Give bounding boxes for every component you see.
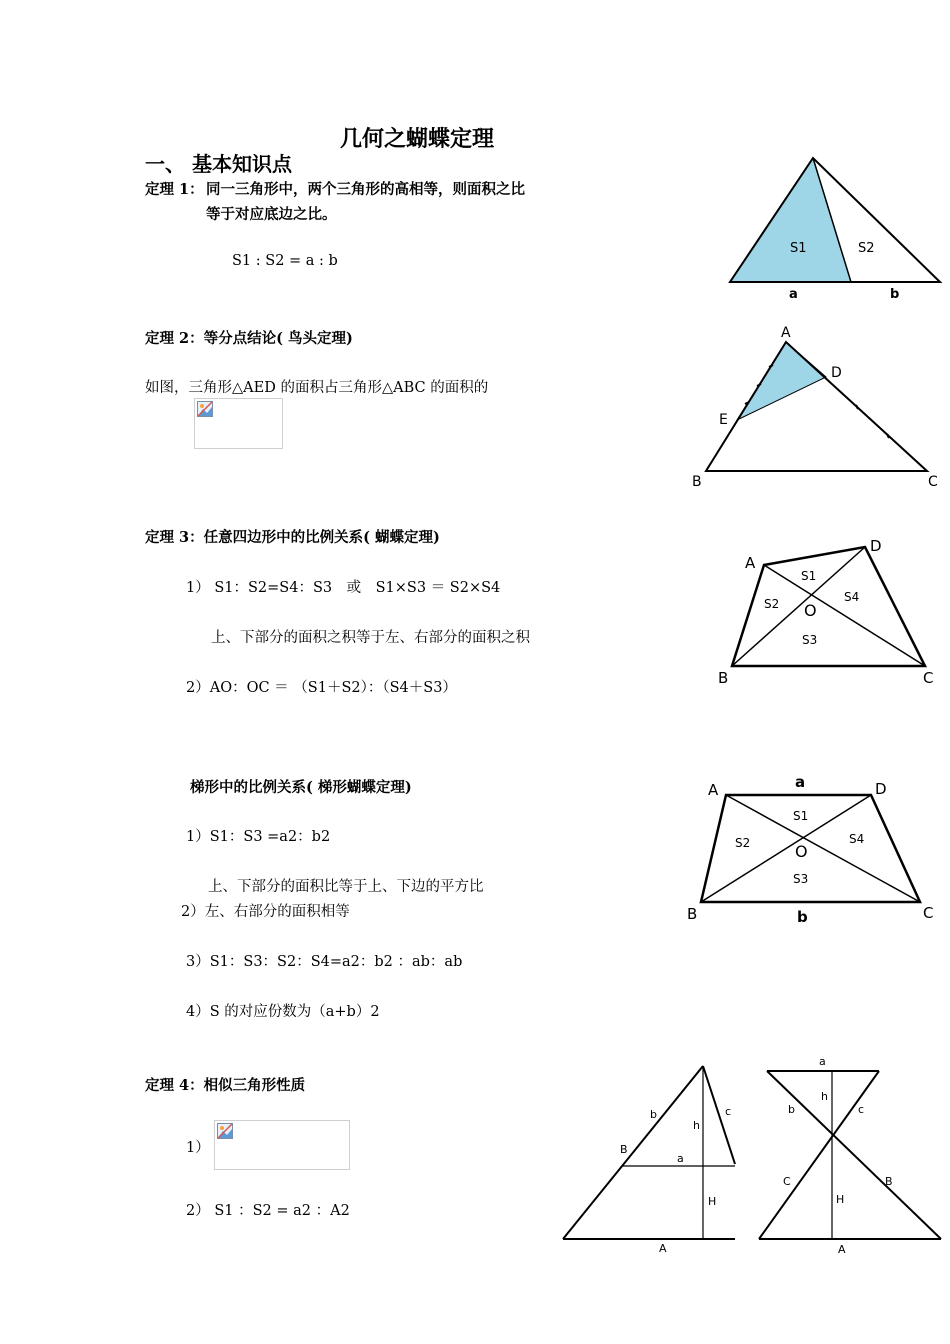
label-c: c xyxy=(725,1105,732,1118)
aed-region xyxy=(737,342,826,420)
page-title: 几何之蝴蝶定理 xyxy=(340,126,495,152)
trapezoid-heading: 梯形中的比例关系( 梯形蝴蝶定理) xyxy=(190,779,412,796)
s4-label: S4 xyxy=(849,832,865,846)
label-a: a xyxy=(677,1152,684,1165)
broken-image xyxy=(214,1120,350,1170)
label-c: c xyxy=(858,1103,865,1116)
trapezoid-item1: 1）S1：S3 =a2：b2 xyxy=(186,829,331,845)
diagonal-ac xyxy=(726,795,920,902)
vertex-a: A xyxy=(745,554,756,572)
trapezoid-item1-note: 上、下部分的面积比等于上、下边的平方比 xyxy=(208,879,484,895)
vertex-a: A xyxy=(708,781,719,799)
s3-label: S3 xyxy=(793,872,809,886)
theorem4-item1: 1） xyxy=(186,1140,210,1156)
vertex-b: B xyxy=(692,474,702,490)
theorem3-item1: 1） S1：S2=S4：S3 或 S1×S3 ＝ S2×S4 xyxy=(186,580,501,596)
top-base-a: a xyxy=(795,773,806,791)
vertex-c: C xyxy=(923,669,934,687)
broken-image-icon xyxy=(197,401,213,417)
theorem4-heading: 定理 4：相似三角形性质 xyxy=(145,1077,306,1094)
theorem3-figure xyxy=(715,535,950,695)
center-o: O xyxy=(795,842,808,861)
s2-label: S2 xyxy=(764,597,780,611)
label-A: A xyxy=(659,1242,667,1255)
similar-triangles-figure-2 xyxy=(755,1052,945,1262)
trapezoid-figure xyxy=(683,770,948,930)
label-H: H xyxy=(708,1195,717,1208)
center-o: O xyxy=(804,601,817,620)
vertex-d: D xyxy=(831,365,842,381)
s1-label: S1 xyxy=(790,241,807,256)
theorem4-item2: 2） S1 ：S2 = a2 ：A2 xyxy=(186,1203,350,1219)
label-b: b xyxy=(788,1103,795,1116)
broken-image xyxy=(194,398,283,449)
trapezoid-item3: 3）S1：S3：S2：S4=a2：b2 ：ab：ab xyxy=(186,954,463,970)
label-h: h xyxy=(821,1090,828,1103)
theorem1-formula: S1 : S2 = a : b xyxy=(232,253,338,269)
vertex-c: C xyxy=(923,904,934,922)
theorem2-figure xyxy=(690,322,950,492)
bottom-base-b: b xyxy=(797,908,808,926)
diagonal-bd xyxy=(701,795,871,902)
section-heading: 一、 基本知识点 xyxy=(145,152,292,176)
triangle-abc xyxy=(706,342,927,471)
vertex-e: E xyxy=(719,412,728,428)
vertex-b: B xyxy=(687,905,698,923)
label-b: b xyxy=(650,1108,657,1121)
s2-label: S2 xyxy=(735,836,751,850)
theorem3-item1-note: 上、下部分的面积之积等于左、右部分的面积之积 xyxy=(211,630,530,646)
theorem3-heading: 定理 3：任意四边形中的比例关系( 蝴蝶定理) xyxy=(145,529,440,546)
broken-image-icon xyxy=(217,1123,233,1139)
theorem3-item2: 2）AO：OC ＝ （S1＋S2）：（S4＋S3） xyxy=(186,680,457,696)
s1-label: S1 xyxy=(801,569,817,583)
vertex-d: D xyxy=(875,780,887,798)
theorem1-figure xyxy=(720,150,950,305)
label-B: B xyxy=(620,1143,628,1156)
vertex-d: D xyxy=(870,537,882,555)
label-H: H xyxy=(836,1193,845,1206)
label-A: A xyxy=(838,1243,846,1256)
trapezoid-item2: 2）左、右部分的面积相等 xyxy=(181,904,350,920)
s1-label: S1 xyxy=(793,809,809,823)
theorem1-line2: 等于对应底边之比。 xyxy=(206,206,337,223)
a-label: a xyxy=(789,287,798,302)
theorem2-heading: 定理 2：等分点结论( 鸟头定理) xyxy=(145,330,353,347)
label-C: C xyxy=(783,1175,791,1188)
theorem2-text: 如图，三角形△AED 的面积占三角形△ABC 的面积的 xyxy=(145,380,489,396)
theorem1-label: 定理 1： xyxy=(145,181,204,198)
b-label: b xyxy=(890,287,900,302)
theorem1-line1: 同一三角形中，两个三角形的高相等，则面积之比 xyxy=(206,181,525,198)
trapezoid xyxy=(701,795,920,902)
vertex-b: B xyxy=(718,669,729,687)
vertex-c: C xyxy=(928,474,938,490)
similar-triangles-figure-1 xyxy=(555,1060,735,1260)
vertex-a: A xyxy=(781,325,791,341)
trapezoid-item4: 4）S 的对应份数为（a+b）2 xyxy=(186,1004,380,1020)
s3-label: S3 xyxy=(802,633,818,647)
label-a: a xyxy=(819,1055,826,1068)
s4-label: S4 xyxy=(844,590,860,604)
label-h: h xyxy=(693,1119,700,1132)
s2-label: S2 xyxy=(858,241,875,256)
label-B: B xyxy=(885,1175,893,1188)
